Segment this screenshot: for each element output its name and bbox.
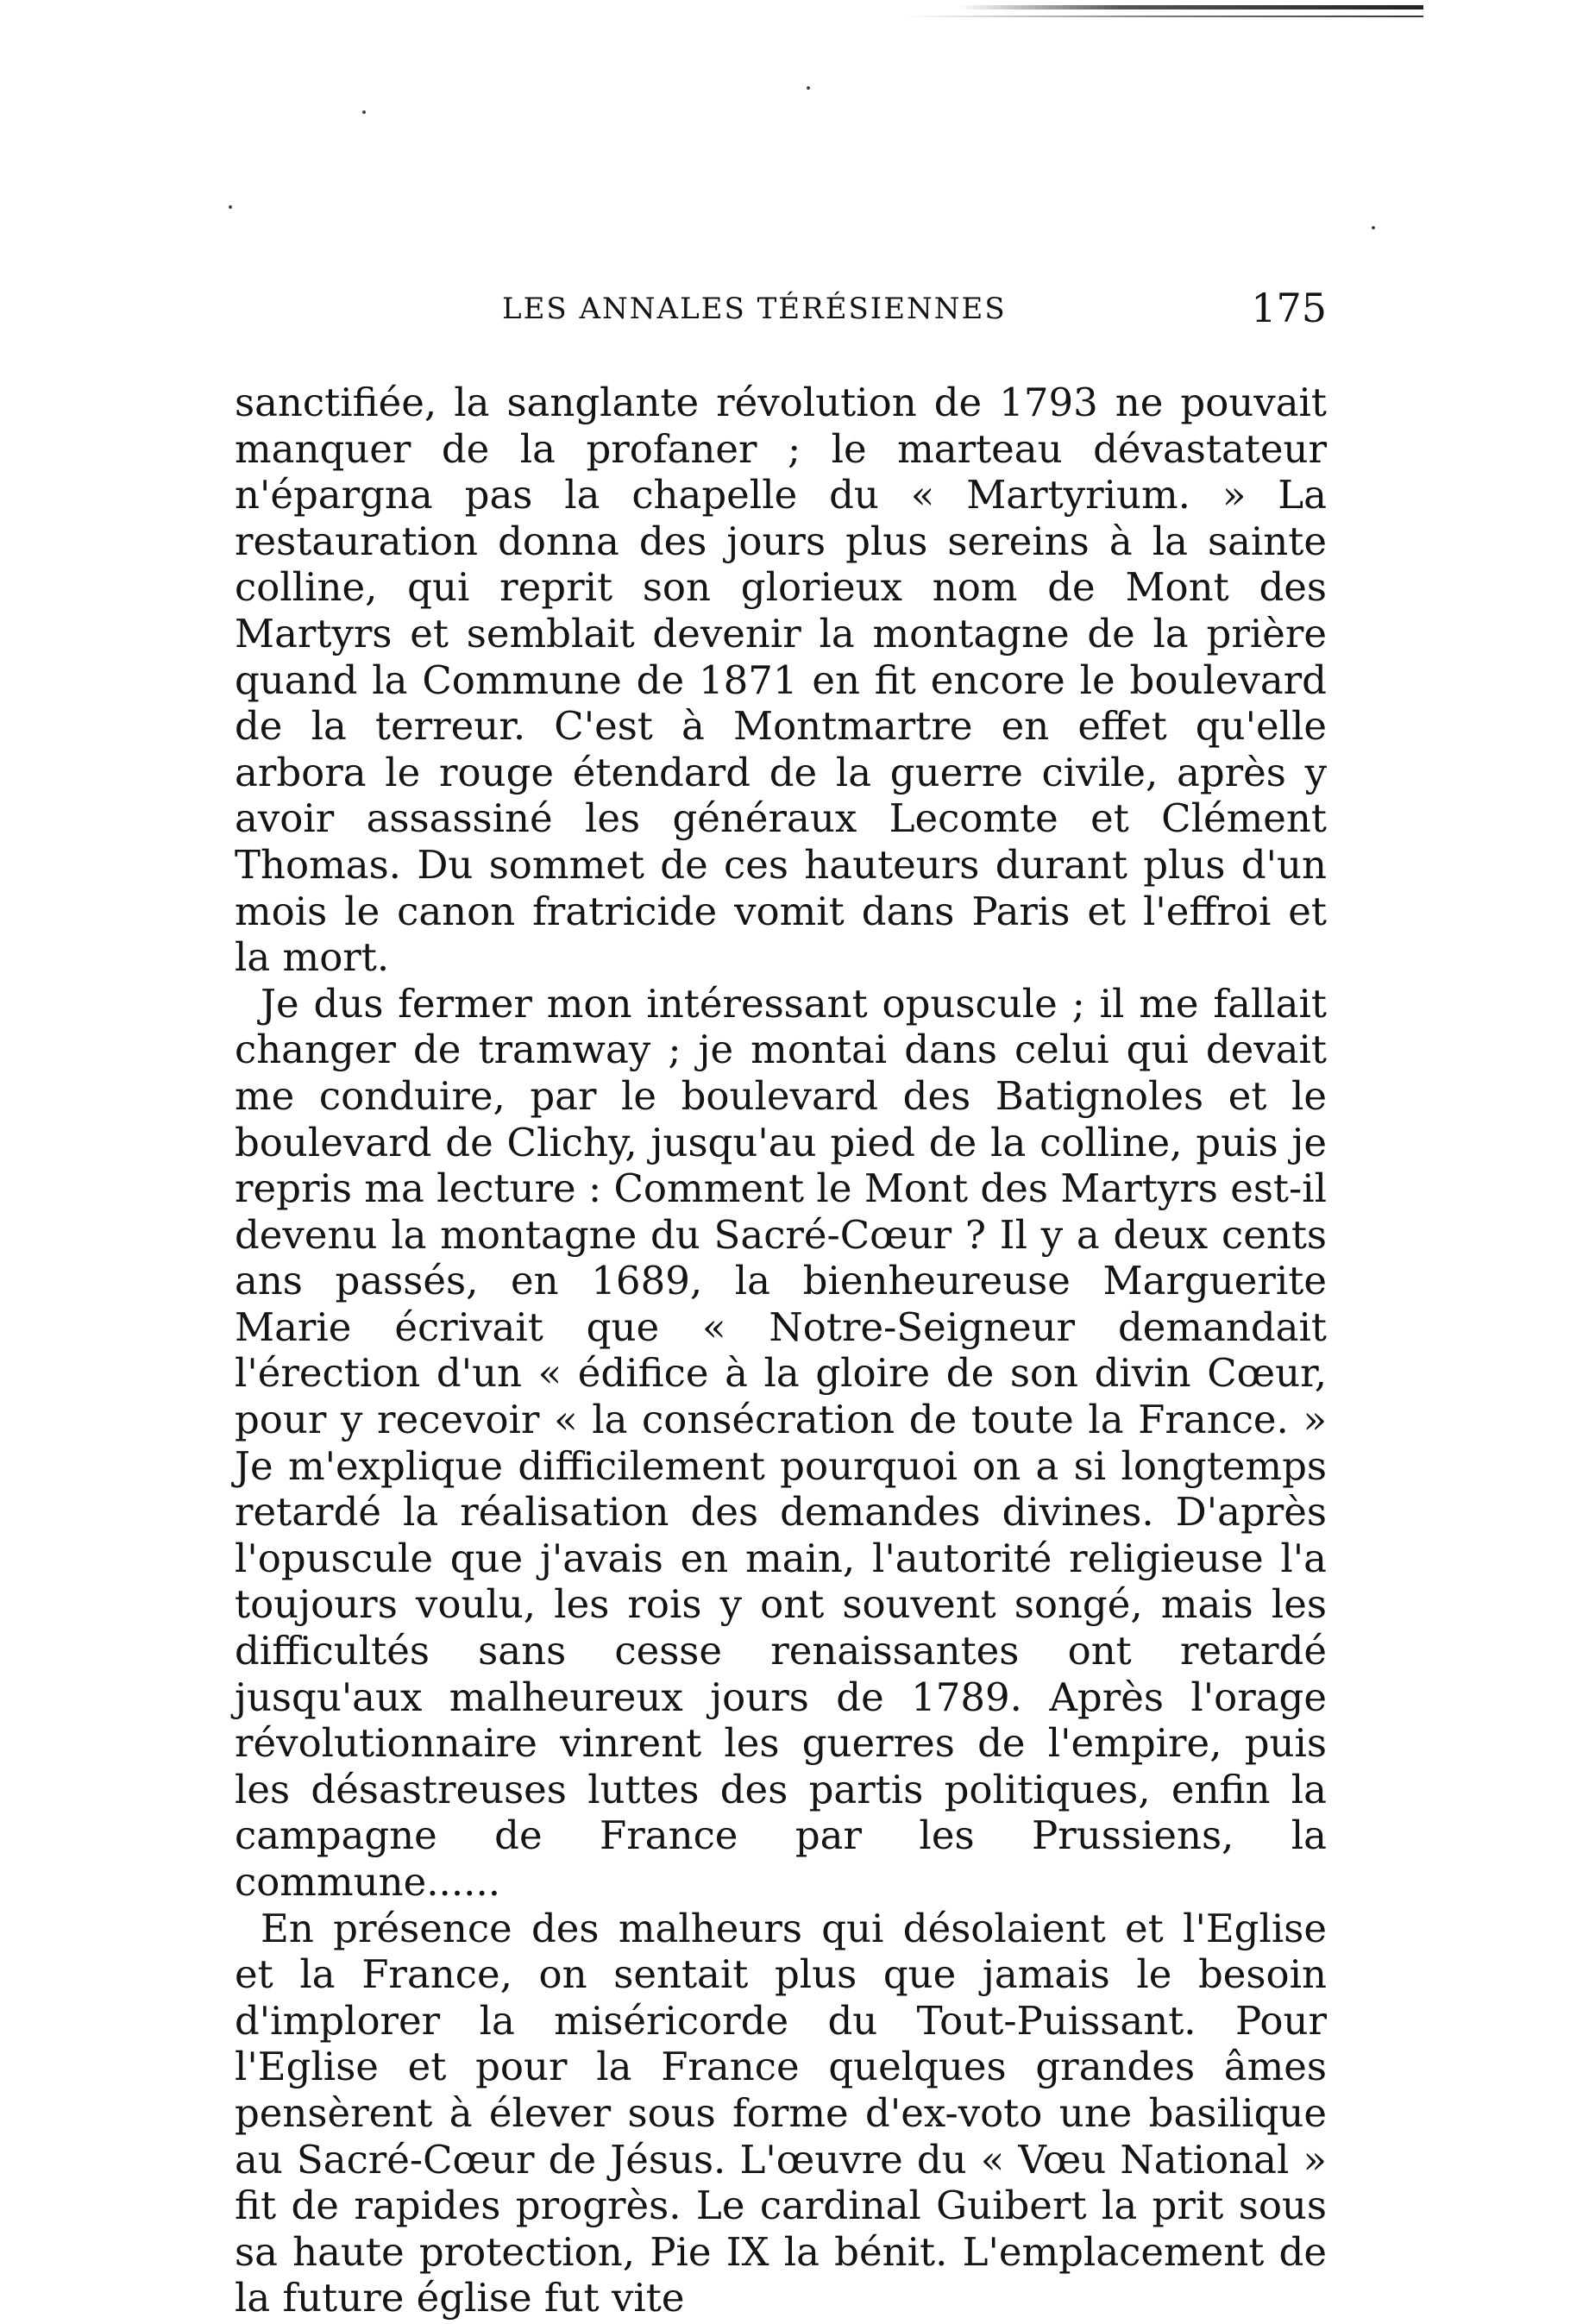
running-title: LES ANNALES TÉRÉSIENNES: [502, 292, 1007, 326]
paragraph-1: sanctifiée, la sanglante révolution de 1793 ne pouvait manquer de la profaner ; le marteau dévastateur n'épargna pas la chapelle du « Martyrium. » La restauration donna des jours plus sereins à la sainte colline, qui reprit son glorieux nom de Mont des Martyrs et semblait devenir la montagne de la prière quand la Commune de 1871 en fit encore le boulevard de la terreur. C'est à Montmartre en effet qu'elle arbora le rouge étendard de la guerre civile, après y avoir assassiné les généraux Lecomte et Clément Thomas. Du sommet de ces hauteurs durant plus d'un mois le canon fratricide vomit dans Paris et l'effroi et la mort.: [235, 380, 1327, 981]
scan-edge-mark: [958, 5, 1423, 9]
running-header: [235, 285, 1327, 336]
scan-speck: [362, 110, 366, 114]
paragraph-3: En présence des malheurs qui désolaient et l'Eglise et la France, on sentait plus que jamais le besoin d'implorer la miséricorde du Tout-Puissant. Pour l'Eglise et pour la France quelques grandes âmes pensèrent à élever sous forme d'ex-voto une basilique au Sacré-Cœur de Jésus. L'œuvre du « Vœu National » fit de rapides progrès. Le cardinal Guibert la prit sous sa haute protection, Pie IX la bénit. L'emplacement de la future église fut vite: [235, 1905, 1327, 2321]
page-number: 175: [1251, 285, 1327, 331]
paragraph-2: Je dus fermer mon intéressant opuscule ; il me fallait changer de tramway ; je montai dans celui qui devait me conduire, par le boulevard des Batignoles et le boulevard de Clichy, jusqu'au pied de la colline, puis je repris ma lecture : Comment le Mont des Martyrs est-il devenu la montagne du Sacré-Cœur ? Il y a deux cents ans passés, en 1689, la bienheureuse Marguerite Marie écrivait que « Notre-Seigneur demandait l'érection d'un « édifice à la gloire de son divin Cœur, pour y recevoir « la consécration de toute la France. » Je m'explique difficilement pourquoi on a si longtemps retardé la réalisation des demandes divines. D'après l'opuscule que j'avais en main, l'autorité religieuse l'a toujours voulu, les rois y ont souvent songé, mais les difficultés sans cesse renaissantes ont retardé jusqu'aux malheureux jours de 1789. Après l'orage révolutionnaire vinrent les guerres de l'empire, puis les désastreuses luttes des partis politiques, enfin la campagne de France par les Prussiens, la commune......: [235, 980, 1327, 1905]
body-text: [235, 380, 1327, 2321]
scan-edge-mark-secondary: [906, 16, 1423, 17]
scan-speck: [229, 205, 232, 209]
scan-speck: [1372, 226, 1375, 229]
scan-speck: [807, 86, 810, 90]
